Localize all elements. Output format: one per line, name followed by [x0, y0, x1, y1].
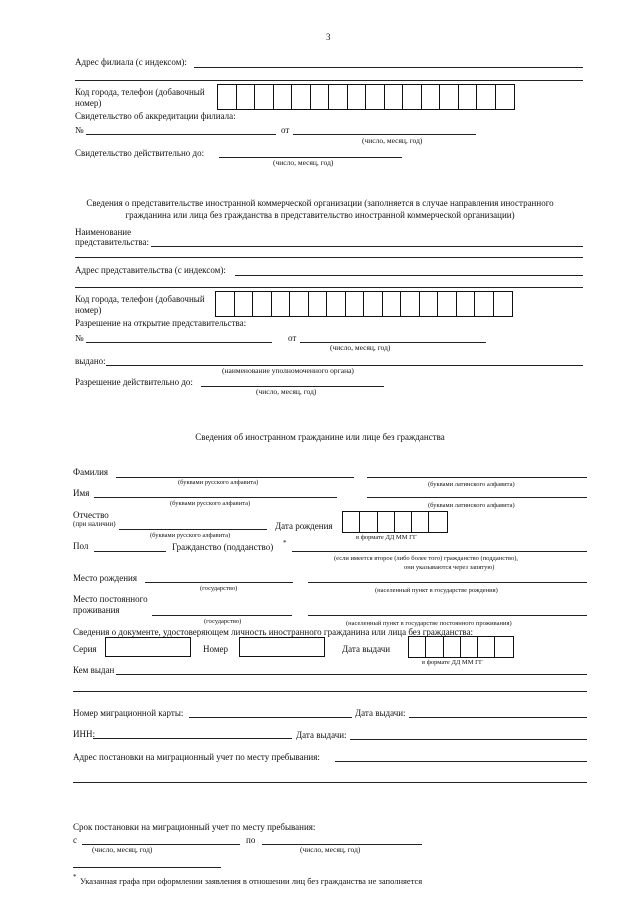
branch-date-hint: (число, месяц, год)	[362, 136, 423, 145]
number-label: Номер	[203, 644, 229, 654]
name-russian-field[interactable]	[94, 497, 337, 498]
term-to-label: по	[246, 835, 256, 845]
inn-date-label: Дата выдачи:	[296, 730, 347, 740]
foreigner-heading: Сведения об иностранном гражданине или лице без гражданства	[195, 432, 445, 442]
representation-phone-label-2: номер)	[75, 305, 102, 315]
branch-phone-cells[interactable]	[217, 84, 515, 110]
representation-address-label: Адрес представительства (с индексом):	[75, 265, 226, 275]
citizenship-mark: *	[283, 539, 287, 547]
term-from-date-hint: (число, месяц, год)	[92, 845, 153, 854]
second-citizenship-hint: (если имеется второе (либо более того) гражданство (подданство),	[334, 555, 519, 562]
representation-name-label: Наименование	[75, 227, 132, 237]
issue-date-cells[interactable]	[408, 636, 514, 658]
issued-by-field-2[interactable]	[73, 691, 587, 692]
surname-latin-field[interactable]	[367, 477, 587, 478]
representation-phone-cells[interactable]	[215, 291, 513, 317]
representation-name-field-2[interactable]	[75, 257, 583, 258]
migration-card-date-field[interactable]	[409, 717, 587, 718]
branch-accreditation-label: Свидетельство об аккредитации филиала:	[75, 111, 236, 121]
number-input[interactable]	[239, 637, 325, 657]
issue-date-format-hint: в формате ДД ММ ГГ	[422, 659, 483, 666]
footnote-divider	[73, 867, 221, 868]
branch-valid-until-label: Свидетельство действительно до:	[75, 148, 205, 158]
inn-date-field[interactable]	[350, 739, 587, 740]
term-to-date-hint: (число, месяц, год)	[300, 845, 361, 854]
sex-label: Пол	[73, 541, 89, 551]
name-russian-hint: (буквами русского алфавита)	[170, 500, 251, 507]
inn-label: ИНН:	[73, 729, 95, 739]
branch-address-label: Адрес филиала (с индексом):	[75, 57, 187, 67]
name-latin-field[interactable]	[367, 497, 587, 498]
birth-locality-field[interactable]	[308, 582, 587, 583]
branch-from-label: от	[281, 125, 290, 135]
representation-permit-label: Разрешение на открытие представительства:	[75, 318, 247, 328]
registration-address-field-2[interactable]	[73, 782, 587, 783]
representation-heading-2: гражданина или лица без гражданства в представительство иностранной коммерческой организации)	[125, 210, 515, 220]
issued-by-label: Кем выдан	[73, 665, 115, 675]
patronymic-russian-hint: (буквами русского алфавита)	[150, 532, 231, 539]
branch-address-field[interactable]	[194, 67, 583, 68]
page-number: 3	[326, 32, 331, 42]
representation-from-label: от	[288, 333, 297, 343]
birth-date-format-hint: в формате ДД ММ ГГ	[356, 534, 417, 541]
representation-phone-label: Код города, телефон (добавочный	[75, 294, 205, 304]
representation-heading: Сведения о представительстве иностранной коммерческой организации (заполняется в случае направления иностранного	[86, 198, 554, 208]
birth-date-cells[interactable]	[342, 511, 448, 533]
series-input[interactable]	[105, 637, 191, 657]
representation-valid-date-hint: (число, месяц, год)	[256, 387, 317, 396]
name-label: Имя	[73, 488, 90, 498]
citizenship-label: Гражданство (подданство)	[172, 542, 274, 552]
term-from-label: с	[73, 835, 77, 845]
branch-accreditation-number-field[interactable]	[86, 134, 276, 135]
second-citizenship-hint-2: они указываются через запятую)	[404, 564, 495, 571]
surname-russian-hint: (буквами русского алфавита)	[178, 479, 259, 486]
surname-latin-hint: (буквами латинского алфавита)	[428, 481, 515, 488]
footnote-mark: *	[73, 873, 77, 881]
registration-address-label: Адрес постановки на миграционный учет по месту пребывания:	[73, 752, 320, 762]
issue-date-label: Дата выдачи	[342, 644, 391, 654]
branch-phone-label-2: номер)	[75, 98, 102, 108]
residence-locality-hint: (населенный пункт в государстве постоянного проживания)	[346, 620, 512, 627]
branch-phone-label: Код города, телефон (добавочный	[75, 87, 205, 97]
branch-address-field-2[interactable]	[75, 80, 583, 81]
residence-state-field[interactable]	[152, 615, 292, 616]
representation-permit-date-field[interactable]	[300, 342, 486, 343]
surname-russian-field[interactable]	[116, 477, 354, 478]
patronymic-note: (при наличии)	[73, 520, 116, 528]
residence-label-2: проживания	[73, 605, 120, 615]
birth-state-field[interactable]	[145, 582, 293, 583]
patronymic-field[interactable]	[119, 529, 267, 530]
registration-address-field[interactable]	[335, 761, 587, 762]
issued-by-field[interactable]	[116, 674, 587, 675]
series-label: Серия	[73, 644, 97, 654]
inn-field[interactable]	[93, 738, 292, 739]
representation-authority-hint: (наименование уполномоченного органа)	[222, 366, 354, 375]
branch-valid-date-hint: (число, месяц, год)	[273, 158, 334, 167]
birth-place-label: Место рождения	[73, 573, 138, 583]
citizenship-field[interactable]	[292, 551, 587, 552]
representation-address-field[interactable]	[235, 275, 583, 276]
birth-state-hint: (государство)	[200, 585, 238, 592]
birth-date-label: Дата рождения	[275, 521, 333, 531]
migration-card-label: Номер миграционной карты:	[73, 708, 184, 718]
representation-name-field[interactable]	[151, 246, 583, 247]
name-latin-hint: (буквами латинского алфавита)	[428, 502, 515, 509]
representation-issued-label: выдано:	[75, 356, 106, 366]
branch-number-sign: №	[75, 125, 84, 135]
document-heading: Сведения о документе, удостоверяющем личность иностранного гражданина или лица без гражданства:	[73, 627, 474, 637]
patronymic-label: Отчество	[73, 510, 109, 520]
residence-label: Место постоянного	[73, 594, 148, 604]
birth-locality-hint: (населенный пункт в государстве рождения)	[375, 587, 498, 594]
representation-valid-until-label: Разрешение действительно до:	[75, 377, 193, 387]
representation-date-hint: (число, месяц, год)	[330, 343, 391, 352]
surname-label: Фамилия	[73, 467, 109, 477]
migration-card-date-label: Дата выдачи:	[355, 708, 406, 718]
footnote-text: Указанная графа при оформлении заявления в отношении лиц без гражданства не заполняется	[80, 876, 423, 886]
representation-address-field-2[interactable]	[75, 287, 583, 288]
sex-field[interactable]	[94, 551, 166, 552]
representation-name-label-2: представительства:	[75, 237, 149, 247]
residence-state-hint: (государство)	[204, 618, 242, 625]
branch-accreditation-date-field[interactable]	[293, 134, 476, 135]
migration-card-field[interactable]	[189, 717, 352, 718]
representation-number-sign: №	[75, 333, 84, 343]
representation-permit-number-field[interactable]	[86, 342, 272, 343]
residence-locality-field[interactable]	[308, 615, 587, 616]
registration-term-label: Срок постановки на миграционный учет по месту пребывания:	[73, 822, 316, 832]
